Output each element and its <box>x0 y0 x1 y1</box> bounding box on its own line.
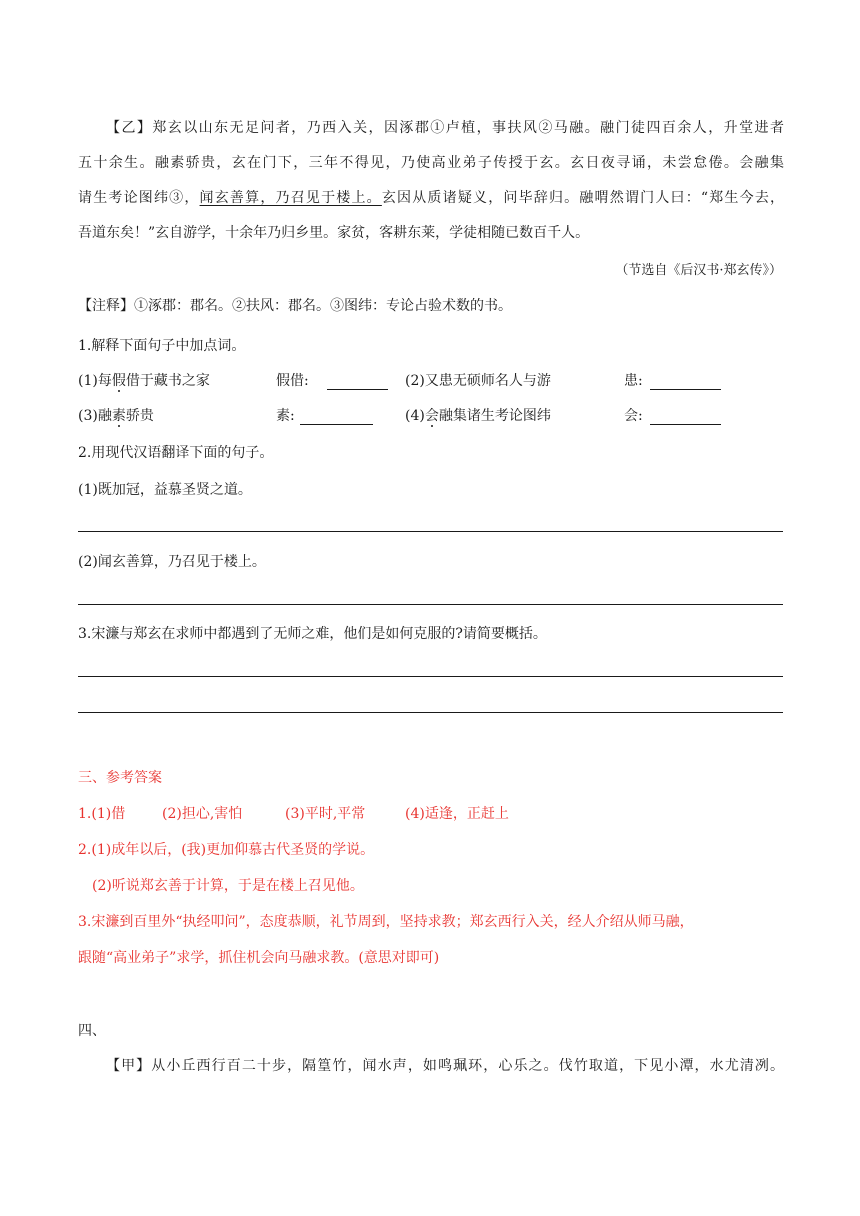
answer-2-2: (2)听说郑玄善于计算，于是在楼上召见他。 <box>92 878 364 894</box>
q1-item-1-pre: (1)每 <box>78 373 112 389</box>
answer-line-4[interactable] <box>78 712 783 713</box>
q1-item-2-word: 患: <box>624 373 643 389</box>
q1-item-3-word: 素: <box>276 408 295 424</box>
answer-line-2[interactable] <box>78 604 783 605</box>
section-4-heading: 四、 <box>78 1023 106 1039</box>
q1-item-1-post: 借于藏书之家 <box>125 373 210 389</box>
q2-sentence-2: (2)闻玄善算，乃召见于楼上。 <box>78 554 266 570</box>
passage-line-2: 五十余生。融素骄贵，玄在门下，三年不得见，乃使高业弟子传授于玄。玄日夜寻诵，未尝怠倦。会融集 <box>78 155 784 171</box>
underlined-sentence: 闻玄善算，乃召见于楼上。 <box>199 190 382 206</box>
answer-1-part-4: (4)适逢，正赶上 <box>405 806 509 822</box>
q1-item-3-pre: (3)融 <box>78 408 112 424</box>
answer-1-part-1: 1.(1)借 <box>78 806 126 822</box>
answer-2-1: 2.(1)成年以后，(我)更加仰慕古代圣贤的学说。 <box>78 842 375 858</box>
q2-sentence-1: (1)既加冠，益慕圣贤之道。 <box>78 482 252 498</box>
passage-source: （节选自《后汉书·郑玄传》） <box>615 263 782 278</box>
answer-1-part-3: (3)平时,平常 <box>285 806 366 822</box>
q1-item-4-word: 会: <box>624 408 643 424</box>
q3-stem: 3.宋濂与郑玄在求师中都遇到了无师之难，他们是如何克服的?请简要概括。 <box>78 626 547 642</box>
q1-item-3 <box>78 406 154 426</box>
passage-line-3 <box>78 188 784 208</box>
dotted-char-jia: 假 <box>111 373 126 389</box>
q1-item-2: (2)又患无硕师名人与游 <box>405 373 551 389</box>
q1-stem: 1.解释下面句子中加点词。 <box>78 338 246 354</box>
q2-stem: 2.用现代汉语翻译下面的句子。 <box>78 445 274 461</box>
q1-item-4 <box>405 406 551 426</box>
dotted-char-hui: 会 <box>424 408 439 424</box>
notes: 【注释】①涿郡：郡名。②扶风：郡名。③图纬：专论占验术数的书。 <box>78 298 512 314</box>
answer-3-line-2: 跟随“高业弟子”求学，抓住机会向马融求教。(意思对即可) <box>78 950 440 966</box>
answer-blank-1[interactable] <box>327 389 388 390</box>
q1-item-1-word: 假借: <box>276 373 309 389</box>
answer-3-line-1: 3.宋濂到百里外“执经叩问”，态度恭顺，礼节周到，坚持求教；郑玄西行入关，经人介绍从师马融， <box>78 914 694 930</box>
answer-1-part-2: (2)担心,害怕 <box>162 806 243 822</box>
q1-item-1 <box>78 371 210 391</box>
q1-item-4-pre: (4) <box>405 408 425 424</box>
answer-line-1[interactable] <box>78 531 783 532</box>
answer-blank-3[interactable] <box>300 424 373 425</box>
answer-line-3[interactable] <box>78 676 783 677</box>
passage-line-3-c: 玄因从质诸疑义，问毕辞归。融喟然谓门人曰：“郑生今去， <box>381 190 785 206</box>
passage-line-1: 【乙】郑玄以山东无足问者，乃西入关，因涿郡①卢植，事扶风②马融。融门徒四百余人，升堂进者 <box>106 120 784 136</box>
dotted-char-su: 素 <box>111 408 126 424</box>
passage-line-3-a: 请生考论图纬③， <box>78 190 200 206</box>
passage-line-4: 吾道东矣！”玄自游学，十余年乃归乡里。家贫，客耕东莱，学徒相随已数百千人。 <box>78 225 590 241</box>
answer-blank-4[interactable] <box>650 424 721 425</box>
answers-heading: 三、参考答案 <box>78 770 162 786</box>
q1-item-4-post: 融集诸生考论图纬 <box>438 408 551 424</box>
q1-item-3-post: 骄贵 <box>125 408 154 424</box>
passage-jia-line-1: 【甲】从小丘西行百二十步，隔篁竹，闻水声，如鸣珮环，心乐之。伐竹取道，下见小潭，水尤清冽。 <box>106 1058 784 1074</box>
answer-blank-2[interactable] <box>650 389 721 390</box>
